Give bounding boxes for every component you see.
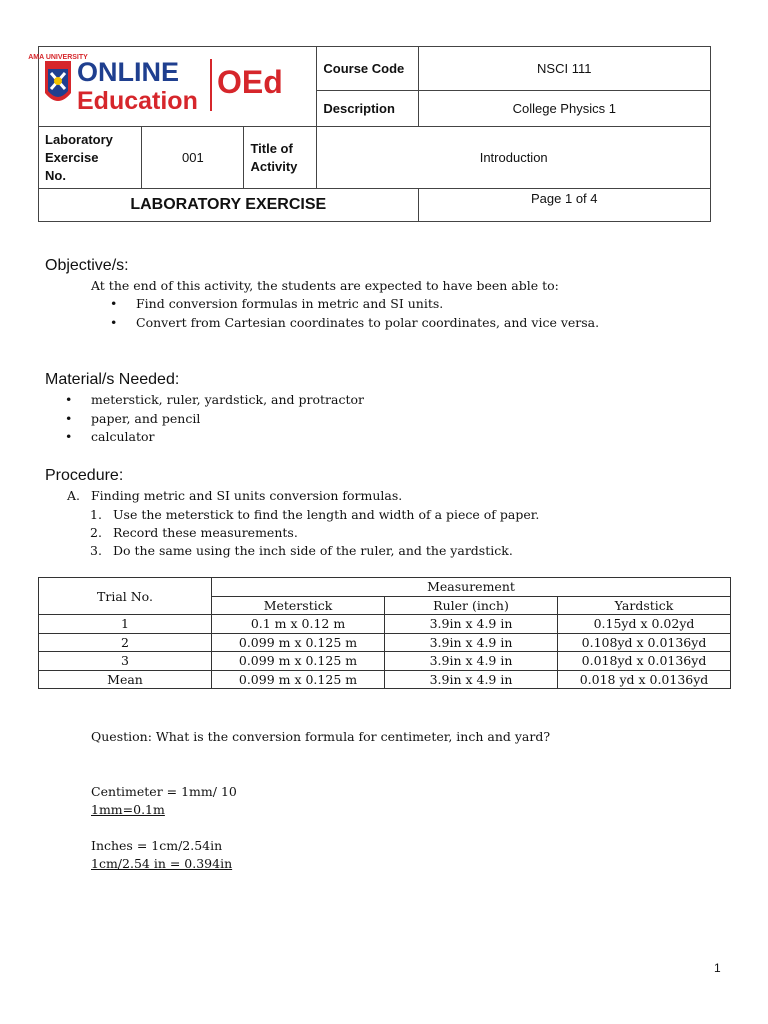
table-cell: 3.9in x 4.9 in <box>385 615 558 634</box>
logo-cell <box>28 47 317 127</box>
logo-oed-text: OEd <box>217 64 283 100</box>
procedure-section-a-marker: A. <box>67 488 81 503</box>
objectives-intro: At the end of this activity, the students are expected to have been able to: <box>91 278 559 293</box>
procedure-step: 3. <box>90 543 102 558</box>
answer-cm-result: 1mm=0.1m <box>91 802 165 817</box>
procedure-step: 1. <box>90 507 102 522</box>
course-code-value: NSCI 111 <box>418 47 710 91</box>
procedure-heading: Procedure: <box>45 467 124 484</box>
table-cell: 3.9in x 4.9 in <box>385 670 558 689</box>
description-value: College Physics 1 <box>418 91 710 127</box>
lab-no-label: Laboratory Exercise No. <box>39 127 142 189</box>
title-of-activity-value: Introduction <box>317 127 711 189</box>
online-education-logo <box>28 47 316 123</box>
table-cell: Mean <box>39 670 212 689</box>
list-item: • paper, and pencil <box>65 410 201 426</box>
answer-inch-line: Inches = 1cm/2.54in <box>91 838 223 853</box>
table-cell: 2 <box>39 633 212 652</box>
table-cell: 0.099 m x 0.125 m <box>212 670 385 689</box>
lab-no-value: 001 <box>142 127 244 189</box>
course-code-label: Course Code <box>317 47 418 91</box>
measurement-group-header: Measurement <box>212 578 731 597</box>
list-item: • meterstick, ruler, yardstick, and protractor <box>65 392 364 407</box>
table-row <box>39 633 731 652</box>
procedure-step-text: Do the same using the inch side of the ruler, and the yardstick. <box>113 543 513 558</box>
answer-inch-result: 1cm/2.54 in = 0.394in <box>91 856 233 871</box>
description-label: Description <box>317 91 418 127</box>
trial-no-header: Trial No. <box>39 578 212 615</box>
page-info: Page 1 of 4 <box>418 189 710 222</box>
table-cell: 3 <box>39 652 212 671</box>
table-cell: 0.018 yd x 0.0136yd <box>558 670 731 689</box>
list-item: • Convert from Cartesian coordinates to polar coordinates, and vice versa. <box>110 314 600 330</box>
objectives-list <box>110 295 599 332</box>
table-cell: 0.1 m x 0.12 m <box>212 615 385 634</box>
table-cell: 0.018yd x 0.0136yd <box>558 652 731 671</box>
question-text: Question: What is the conversion formula for centimeter, inch and yard? <box>91 729 551 744</box>
header-table <box>28 46 711 222</box>
procedure-section-a: Finding metric and SI units conversion formulas. <box>91 488 403 503</box>
table-row <box>39 615 731 634</box>
table-cell: 0.108yd x 0.0136yd <box>558 633 731 652</box>
table-cell: 3.9in x 4.9 in <box>385 633 558 652</box>
table-cell: 0.099 m x 0.125 m <box>212 652 385 671</box>
table-row <box>39 670 731 689</box>
col-header-yardstick: Yardstick <box>558 596 731 615</box>
materials-heading: Material/s Needed: <box>45 371 180 388</box>
objectives-heading: Objective/s: <box>45 257 129 274</box>
title-of-activity-label: Title of Activity <box>244 127 317 189</box>
col-header-meterstick: Meterstick <box>212 596 385 615</box>
ama-seal-icon <box>45 61 71 101</box>
logo-education-text: Education <box>77 87 198 115</box>
table-cell: 0.099 m x 0.125 m <box>212 633 385 652</box>
list-item: • calculator <box>65 429 155 444</box>
table-cell: 3.9in x 4.9 in <box>385 652 558 671</box>
table-row <box>39 652 731 671</box>
laboratory-exercise-banner: LABORATORY EXERCISE <box>39 189 419 222</box>
page-number: 1 <box>714 961 721 975</box>
table-cell: 0.15yd x 0.02yd <box>558 615 731 634</box>
seal-label: AMA UNIVERSITY <box>28 54 88 61</box>
procedure-step-text: Record these measurements. <box>113 525 298 540</box>
list-item: • Find conversion formulas in metric and SI units. <box>110 296 444 311</box>
materials-list <box>65 391 364 447</box>
table-cell: 1 <box>39 615 212 634</box>
logo-online-text: ONLINE <box>77 57 180 87</box>
answer-cm-line: Centimeter = 1mm/ 10 <box>91 784 237 799</box>
procedure-step: 2. <box>90 525 102 540</box>
measurement-table <box>38 577 731 689</box>
col-header-ruler: Ruler (inch) <box>385 596 558 615</box>
procedure-step-text: Use the meterstick to find the length and width of a piece of paper. <box>113 507 540 522</box>
